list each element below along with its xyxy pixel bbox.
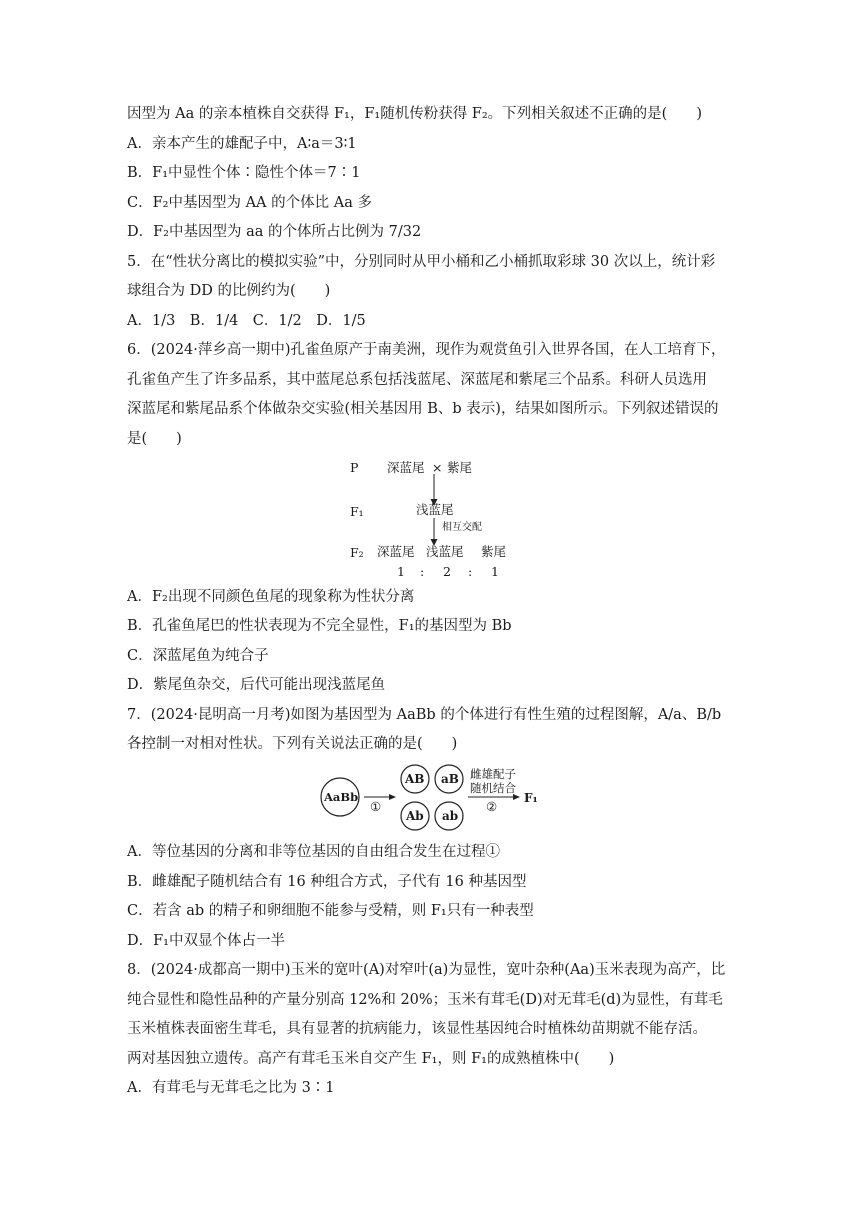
step2-label: ② bbox=[486, 799, 498, 814]
q8-stem-line1: 8．(2024·成都高一期中)玉米的宽叶(A)对窄叶(a)为显性，宽叶杂种(Aa)玉米表现为高产，比 bbox=[127, 962, 726, 978]
gamete-Ab: Ab bbox=[406, 809, 424, 823]
gamete-ab: ab bbox=[442, 809, 459, 823]
ratio-colon-1: : bbox=[420, 564, 425, 579]
q4-option-a: A．亲本产生的雄配子中，A∶a＝3∶1 bbox=[127, 136, 357, 152]
q6-stem-line1: 6．(2024·萍乡高一期中)孔雀鱼原产于南美洲，现作为观赏鱼引入世界各国，在人工培育下， bbox=[127, 342, 726, 358]
ratio-2: 2 bbox=[443, 564, 451, 579]
q5-options: A．1/3 B．1/4 C．1/2 D．1/5 bbox=[127, 313, 366, 329]
q7-option-c: C．若含 ab 的精子和卵细胞不能参与受精，则 F₁只有一种表型 bbox=[127, 903, 534, 919]
arrow-note: 相互交配 bbox=[442, 522, 482, 533]
ratio-1: 1 bbox=[397, 564, 405, 579]
q7-option-a: A．等位基因的分离和非等位基因的自由组合发生在过程① bbox=[127, 844, 500, 860]
q6-stem-line4: 是( ) bbox=[127, 431, 182, 447]
f1-label: F₁ bbox=[350, 504, 364, 519]
q6-option-b: B．孔雀鱼尾巴的性状表现为不完全显性，F₁的基因型为 Bb bbox=[127, 618, 512, 634]
gamete-AB: AB bbox=[405, 772, 425, 786]
q6-option-d: D．紫尾鱼杂交，后代可能出现浅蓝尾鱼 bbox=[127, 677, 386, 693]
f2-phenotype3: 紫尾 bbox=[481, 544, 507, 559]
q6-stem-line2: 孔雀鱼产生了许多品系，其中蓝尾总系包括浅蓝尾、深蓝尾和紫尾三个品系。科研人员选用 bbox=[127, 372, 707, 388]
note-line1: 雌雄配子 bbox=[470, 767, 516, 781]
p-label: P bbox=[350, 460, 359, 475]
p-parent1: 深蓝尾 bbox=[387, 460, 425, 475]
q6-option-c: C．深蓝尾鱼为纯合子 bbox=[127, 648, 269, 664]
q7-stem-line1: 7．(2024·昆明高一月考)如图为基因型为 AaBb 的个体进行有性生殖的过程图解，A/a、B/b bbox=[127, 707, 722, 723]
q4-stem: 因型为 Aa 的亲本植株自交获得 F₁，F₁随机传粉获得 F₂。下列相关叙述不正确的是( ) bbox=[127, 106, 702, 122]
note-line2: 随机结合 bbox=[470, 781, 516, 795]
f2-phenotype2: 浅蓝尾 bbox=[426, 544, 464, 559]
q7-option-d: D．F₁中双显个体占一半 bbox=[127, 933, 285, 949]
q6-stem-line3: 深蓝尾和紫尾品系个体做杂交实验(相关基因用 B、b 表示)，结果如图所示。下列叙述错误的 bbox=[127, 401, 719, 417]
q6-option-a: A．F₂出现不同颜色鱼尾的现象称为性状分离 bbox=[127, 589, 415, 605]
f1-phenotype: 浅蓝尾 bbox=[416, 502, 454, 517]
q4-option-b: B．F₁中显性个体∶隐性个体＝7∶1 bbox=[127, 165, 361, 181]
cross-sign: × bbox=[432, 460, 443, 475]
q7-stem-line2: 各控制一对相对性状。下列有关说法正确的是( ) bbox=[127, 736, 458, 752]
step1-label: ① bbox=[370, 799, 382, 814]
f2-phenotype1: 深蓝尾 bbox=[377, 544, 415, 559]
q8-stem-line3: 玉米植株表面密生茸毛，具有显著的抗病能力，该显性基因纯合时植株幼苗期就不能存活。 bbox=[127, 1021, 707, 1037]
q5-stem-line1: 5．在“性状分离比的模拟实验”中，分别同时从甲小桶和乙小桶抓取彩球 30 次以上，统计彩 bbox=[127, 254, 716, 270]
offspring-f1: F₁ bbox=[524, 791, 538, 805]
q7-option-b: B．雌雄配子随机结合有 16 种组合方式，子代有 16 种基因型 bbox=[127, 874, 527, 890]
f2-label: F₂ bbox=[350, 545, 364, 560]
q8-option-a: A．有茸毛与无茸毛之比为 3∶1 bbox=[127, 1080, 335, 1096]
q5-stem-line2: 球组合为 DD 的比例约为( ) bbox=[127, 283, 331, 299]
ratio-3: 1 bbox=[491, 564, 499, 579]
q8-stem-line2: 纯合显性和隐性品种的产量分别高 12%和 20%；玉米有茸毛(D)对无茸毛(d)为显性，有茸毛 bbox=[127, 992, 723, 1008]
q4-option-c: C．F₂中基因型为 AA 的个体比 Aa 多 bbox=[127, 195, 372, 211]
p-parent2: 紫尾 bbox=[447, 460, 473, 475]
parent-genotype: AaBb bbox=[324, 790, 359, 804]
q8-stem-line4: 两对基因独立遗传。高产有茸毛玉米自交产生 F₁，则 F₁的成熟植株中( ) bbox=[127, 1051, 615, 1067]
q4-option-d: D．F₂中基因型为 aa 的个体所占比例为 7/32 bbox=[127, 224, 422, 240]
gamete-aB: aB bbox=[441, 772, 459, 786]
ratio-colon-2: : bbox=[468, 564, 473, 579]
